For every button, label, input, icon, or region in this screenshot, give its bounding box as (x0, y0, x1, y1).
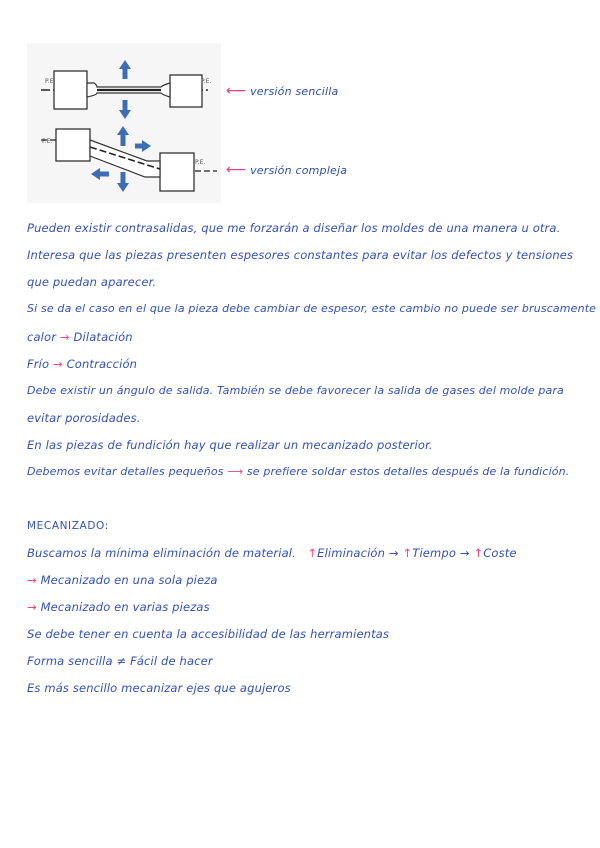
note-line: evitar porosidades. (27, 411, 141, 425)
note-line: Pueden existir contrasalidas, que me forzarán a diseñar los moldes de una manera u otra. (27, 221, 561, 235)
removal-term: Eliminación (317, 546, 386, 560)
note-line: Se debe tener en cuenta la accesibilidad de las herramientas (27, 627, 390, 641)
boss-left-bottom (56, 129, 90, 161)
arrow-down-icon (117, 172, 129, 192)
note-line-machining (27, 546, 517, 560)
section-title: MECANIZADO: (27, 520, 109, 532)
note-line: En las piezas de fundición hay que realizar un mecanizado posterior. (27, 438, 433, 452)
dilation-term: Dilatación (73, 330, 133, 344)
arrow-left-icon (91, 168, 109, 180)
boss-right-bottom (160, 153, 194, 191)
arrow-right-icon: → (459, 546, 470, 560)
pink-arrow-left-icon: ⟵ (226, 162, 247, 178)
boss-left-top (54, 71, 87, 109)
cold-term: Frío (27, 357, 50, 371)
label-pe-tr: P.E. (201, 78, 212, 85)
contraction-term: Contracción (66, 357, 138, 371)
time-term: Tiempo (412, 546, 457, 560)
pink-arrow-left-icon: ⟵ (226, 83, 247, 99)
casting-diagram (27, 43, 221, 203)
note-line: Forma sencilla ≠ Fácil de hacer (27, 654, 213, 668)
up-arrow-icon: ↑ (307, 546, 318, 560)
pink-arrow-right-icon: → (59, 330, 70, 344)
arrow-right-icon (135, 140, 151, 152)
label-pe-tl: P.E. (45, 78, 56, 85)
up-arrow-icon: ↑ (402, 546, 413, 560)
machining-goal: Buscamos la mínima eliminación de material. (27, 546, 296, 560)
boss-right-top (170, 75, 202, 107)
arrow-right-icon: → (388, 546, 399, 560)
arrow-up-icon (117, 126, 129, 146)
list-item-text: Mecanizado en una sola pieza (40, 573, 218, 587)
arrow-up-icon (119, 60, 131, 79)
note-line: Interesa que las piezas presenten espesores constantes para evitar los defectos y tensiones (27, 248, 574, 262)
part-sketch (27, 43, 221, 203)
callout-simple-label: versión sencilla (250, 84, 339, 98)
note-line-cold (27, 357, 137, 371)
callout-simple (226, 84, 339, 98)
details-text-a: Debemos evitar detalles pequeños (27, 465, 224, 478)
list-item-text: Mecanizado en varias piezas (40, 600, 210, 614)
details-text-b: se prefiere soldar estos detalles después de la fundición. (246, 465, 570, 478)
pink-arrow-right-icon: → (27, 600, 37, 614)
callout-complex (226, 163, 347, 177)
pink-long-arrow-icon: ⟶ (227, 465, 244, 478)
heat-term: calor (27, 330, 57, 344)
note-line: Si se da el caso en el que la pieza debe cambiar de espesor, este cambio no puede ser bruscamente (27, 302, 597, 315)
pink-arrow-right-icon: → (27, 573, 37, 587)
arrow-down-icon (119, 100, 131, 119)
callout-complex-label: versión compleja (250, 163, 348, 177)
note-line-details (27, 465, 569, 478)
note-line-heat (27, 330, 133, 344)
cost-term: Coste (483, 546, 517, 560)
note-line: Es más sencillo mecanizar ejes que agujeros (27, 681, 291, 695)
list-item (27, 600, 210, 614)
label-pe-br: P.E. (195, 159, 206, 166)
note-line: Debe existir un ángulo de salida. También se debe favorecer la salida de gases del molde para (27, 384, 564, 397)
note-line: que puedan aparecer. (27, 275, 157, 289)
label-pe-bl: P.E. (42, 138, 53, 145)
up-arrow-icon: ↑ (473, 546, 484, 560)
pink-arrow-right-icon: → (53, 357, 63, 371)
list-item (27, 573, 218, 587)
